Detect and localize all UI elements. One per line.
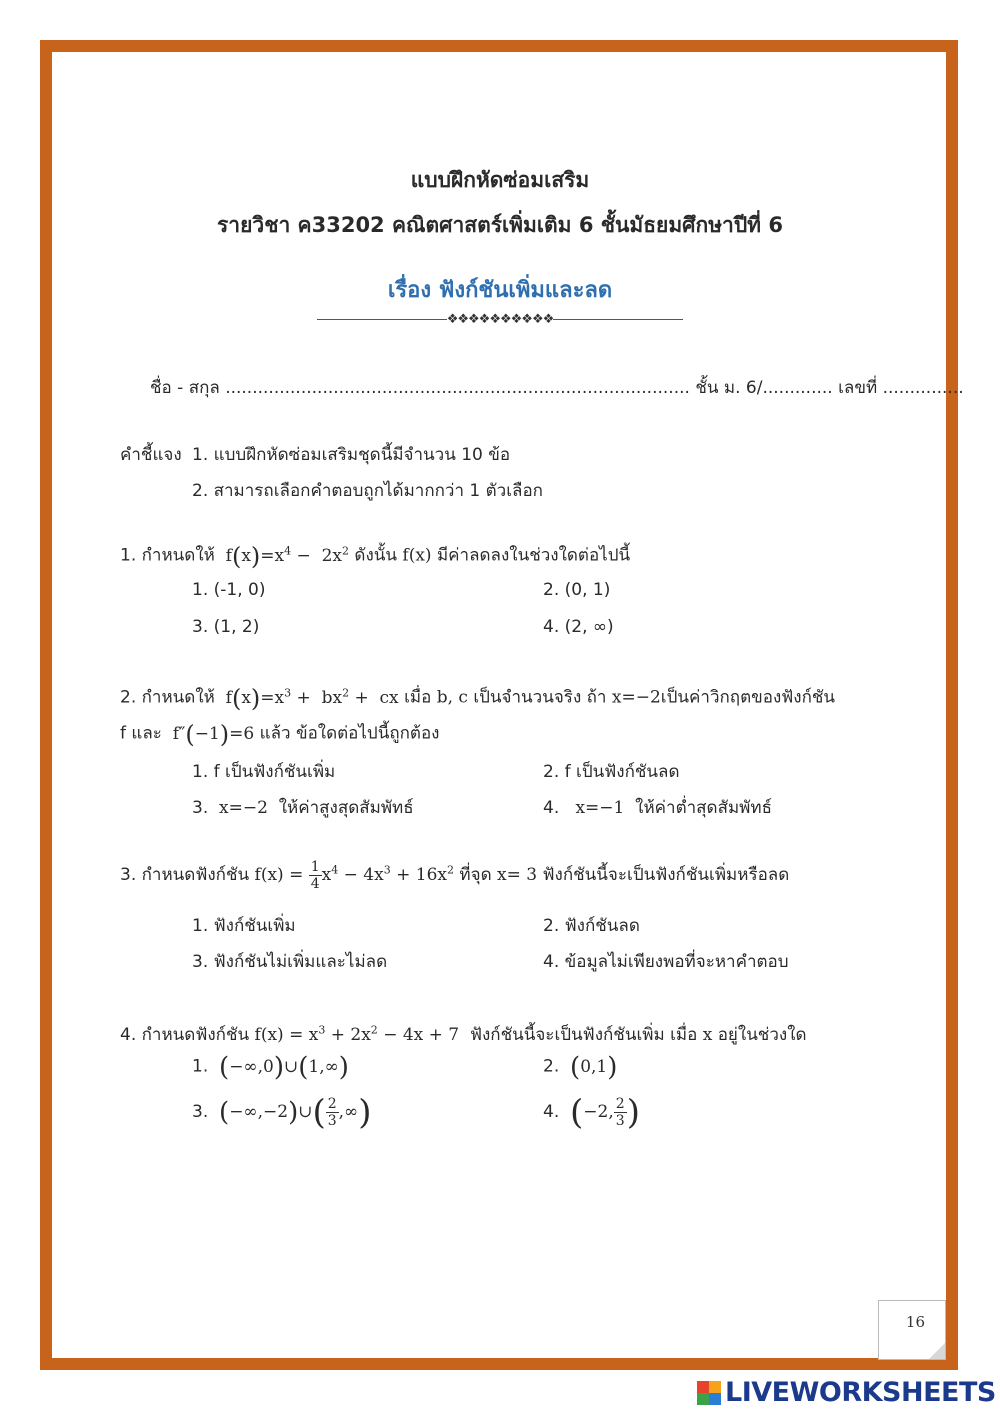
liveworksheets-brand [697,1377,996,1408]
topic-title: เรื่อง ฟังก์ชันเพิ่มและลด [387,278,613,303]
course-title: รายวิชา ค33202 คณิตศาสตร์เพิ่มเติม 6 ชั้นมัธยมศึกษาปีที่ 6 [217,213,783,237]
name-label: ชื่อ - สกุล [150,378,220,398]
number-field[interactable]: ............... [882,378,964,398]
brand-name: LIVEWORKSHEETS [725,1377,996,1408]
q4-choice-3[interactable]: 3. (−∞,−2)∪( $\frac{2}{3}$ ,∞) [192,1092,372,1133]
question-1: 1. กำหนดให้ $f(x)=x^4 - 2x^2$ ดังนั้น f(x) มีค่าลดลงในช่วงใดต่อไปนี้ [120,542,631,570]
q3-choice-1[interactable]: 1. ฟังก์ชันเพิ่ม [192,916,296,936]
page-number: 16 [905,1313,925,1331]
page-number-box [878,1300,946,1360]
instruction-1: 1. แบบฝึกหัดซ่อมเสริมชุดนี้มีจำนวน 10 ข้อ [192,445,511,465]
q3-choice-3[interactable]: 3. ฟังก์ชันไม่เพิ่มและไม่ลด [192,952,388,972]
q2-choice-1[interactable]: 1. f เป็นฟังก์ชันเพิ่ม [192,762,336,782]
page-curl [929,1343,945,1359]
question-2-line-2: f และ f″(−1)=6 แล้ว ข้อใดต่อไปนี้ถูกต้อง [120,720,440,748]
class-field[interactable]: ............. [762,378,833,398]
q3-choice-2[interactable]: 2. ฟังก์ชันลด [543,916,640,936]
question-4: 4. กำหนดฟังก์ชัน $f(x) = x^3 + 2x^2 - 4x + 7$ ฟังก์ชันนี้จะเป็นฟังก์ชันเพิ่ม เมื่อ x อยู่ในช่วงใด [120,1023,807,1045]
q4-choice-4[interactable]: 4. (−2, $\frac{2}{3}$ ) [543,1092,640,1133]
student-info-line [150,374,964,401]
q3-choice-4[interactable]: 4. ข้อมูลไม่เพียงพอที่จะหาคำตอบ [543,952,789,972]
q1-choice-4[interactable]: 4. (2, ∞) [543,617,614,637]
q1-formula: $f(x)=x^4 - 2x^2$ [220,542,349,570]
q1-choice-2[interactable]: 2. (0, 1) [543,580,611,600]
q2-choice-2[interactable]: 2. f เป็นฟังก์ชันลด [543,762,680,782]
q2-choice-3[interactable]: 3. x=−2 ให้ค่าสูงสุดสัมพัทธ์ [192,798,414,818]
q4-choice-1[interactable]: 1. (−∞,0)∪(1,∞) [192,1052,349,1082]
divider: ❖❖❖❖❖❖❖❖❖❖ [0,311,1000,327]
name-field[interactable]: ...................................................................................... [225,378,690,398]
question-3: 3. กำหนดฟังก์ชัน f(x) = $\frac{1}{4}$ $x^4 - 4x^3 + 16x^2$ ที่จุด x= 3 ฟังก์ชันนี้จะเป็นฟังก์ชันเพิ่มหรือลด [120,859,790,892]
instructions-label: คำชี้แจง [120,445,182,465]
instruction-2: 2. สามารถเลือกคำตอบถูกได้มากกว่า 1 ตัวเลือก [192,481,543,501]
question-2: 2. กำหนดให้ $f(x)=x^3 + bx^2$ + cx เมื่อ b, c เป็นจำนวนจริง ถ้า x=−2เป็นค่าวิกฤตของฟังก์ชัน [120,684,836,712]
worksheet-title: แบบฝึกหัดซ่อมเสริม [410,168,590,192]
q1-choice-3[interactable]: 3. (1, 2) [192,617,260,637]
class-label: ชั้น ม. 6/ [695,378,763,398]
liveworksheets-logo-icon [697,1381,721,1405]
q1-choice-1[interactable]: 1. (-1, 0) [192,580,266,600]
number-label: เลขที่ [838,378,878,398]
q2-choice-4[interactable]: 4. x=−1 ให้ค่าต่ำสุดสัมพัทธ์ [543,798,772,818]
q4-choice-2[interactable]: 2. (0,1) [543,1052,618,1082]
